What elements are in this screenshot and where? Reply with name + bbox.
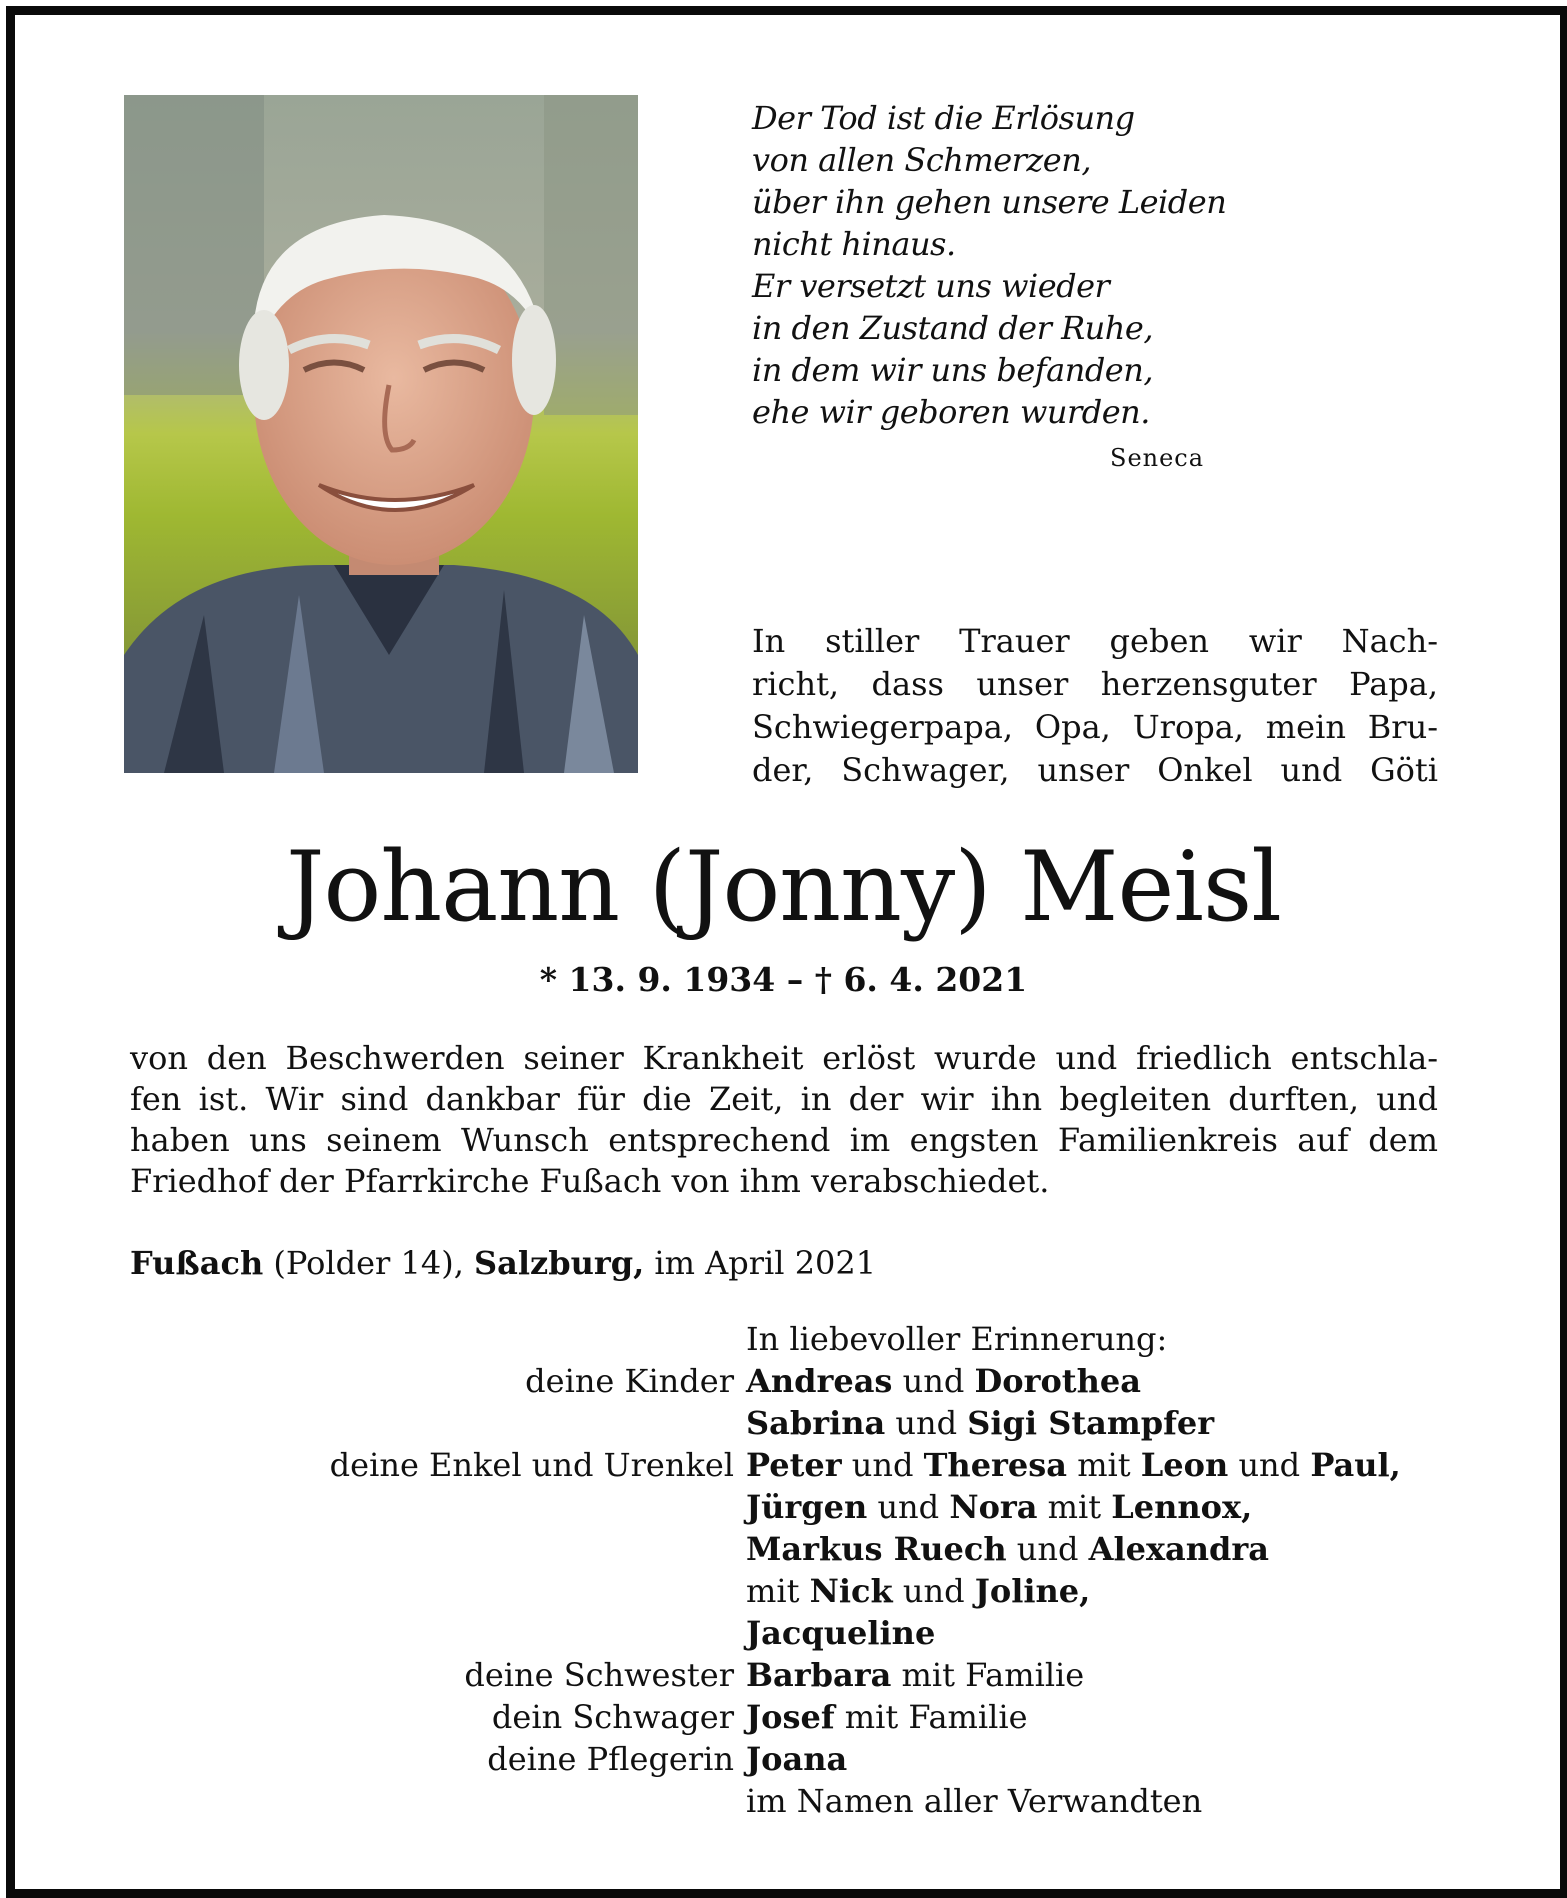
family-names	[746, 1486, 1252, 1528]
family-connector: im Namen aller Verwandten	[746, 1782, 1203, 1820]
family-member-name: Joana	[746, 1740, 848, 1778]
family-member-name: Barbara	[746, 1656, 892, 1694]
family-row	[130, 1402, 1450, 1444]
family-relation-label	[130, 1570, 746, 1612]
quote-line: über ihn gehen unsere Leiden	[752, 183, 1227, 221]
family-member-name: Jacqueline	[746, 1614, 936, 1652]
family-member-name: Nora	[949, 1488, 1038, 1526]
family-member-name: Peter	[746, 1446, 842, 1484]
family-relation-label: dein Schwager	[491, 1698, 734, 1736]
family-connector: und	[1006, 1530, 1089, 1568]
body-line: von den Beschwerden seiner Krankheit erlöst wurde und friedlich entschla-	[130, 1039, 1438, 1077]
family-names	[746, 1444, 1401, 1486]
family-member-name: Josef	[746, 1698, 835, 1736]
intro-line: der, Schwager, unser Onkel und Göti	[752, 751, 1438, 789]
quote-author: Seneca	[1110, 444, 1205, 472]
body-text	[130, 1038, 1438, 1202]
intro-line: In stiller Trauer geben wir Nach-	[752, 622, 1438, 660]
quote-line: in den Zustand der Ruhe,	[752, 309, 1153, 347]
family-member-name: Paul,	[1310, 1446, 1401, 1484]
family-member-name: Jürgen	[746, 1488, 868, 1526]
family-relation-label: deine Enkel und Urenkel	[329, 1446, 734, 1484]
place-town: Fußach	[130, 1244, 264, 1282]
family-relation-label: deine Schwester	[464, 1656, 734, 1694]
body-line: fen ist. Wir sind dankbar für die Zeit, in der wir ihn begleiten durften, und	[130, 1080, 1438, 1118]
place-date	[130, 1244, 876, 1282]
family-relation-label	[130, 1402, 746, 1444]
deceased-name: Johann (Jonny) Meisl	[286, 831, 1281, 943]
intro-text	[752, 620, 1438, 792]
quote-block	[752, 97, 1252, 433]
family-connector: und	[892, 1362, 975, 1400]
family-member-name: Markus Ruech	[746, 1530, 1007, 1568]
family-row	[130, 1738, 1450, 1780]
family-row	[130, 1570, 1450, 1612]
family-names	[746, 1402, 1214, 1444]
family-names	[746, 1780, 1202, 1822]
quote-line: in dem wir uns befanden,	[752, 351, 1154, 389]
body-line: haben uns seinem Wunsch entsprechend im engsten Familienkreis auf dem	[130, 1121, 1438, 1159]
family-row	[130, 1696, 1450, 1738]
family-names	[746, 1528, 1269, 1570]
family-member-name: Nick	[809, 1572, 893, 1610]
life-dates: * 13. 9. 1934 – † 6. 4. 2021	[539, 960, 1028, 999]
family-relation-label: deine Pflegerin	[487, 1740, 734, 1778]
family-names	[746, 1612, 935, 1654]
family-names	[746, 1654, 1084, 1696]
portrait-photo	[124, 95, 638, 773]
family-names	[746, 1738, 847, 1780]
quote-line: Der Tod ist die Erlösung	[752, 99, 1135, 137]
family-row	[130, 1654, 1450, 1696]
family-member-name: Alexandra	[1088, 1530, 1270, 1568]
family-row	[130, 1360, 1450, 1402]
family-row	[130, 1612, 1450, 1654]
family-relation-label: deine Kinder	[525, 1362, 734, 1400]
quote-line: ehe wir geboren wurden.	[752, 393, 1150, 431]
family-relation-label	[130, 1612, 746, 1654]
body-line: Friedhof der Pfarrkirche Fußach von ihm verabschiedet.	[130, 1162, 1050, 1200]
family-connector: und	[1228, 1446, 1311, 1484]
intro-line: richt, dass unser herzensguter Papa,	[752, 665, 1438, 703]
family-member-name: Joline,	[974, 1572, 1091, 1610]
family-relation-label	[130, 1528, 746, 1570]
family-connector: und	[841, 1446, 924, 1484]
quote-line: von allen Schmerzen,	[752, 141, 1091, 179]
place-address: (Polder 14),	[263, 1244, 475, 1282]
family-names	[746, 1360, 1141, 1402]
family-relation-label	[130, 1486, 746, 1528]
family-connector: mit Familie	[834, 1698, 1028, 1736]
family-member-name: Lennox,	[1111, 1488, 1253, 1526]
family-connector: und	[885, 1404, 968, 1442]
family-names	[746, 1570, 1090, 1612]
quote-line: nicht hinaus.	[752, 225, 956, 263]
family-member-name: Dorothea	[974, 1362, 1141, 1400]
family-member-name: Sabrina	[746, 1404, 886, 1442]
place-town: Salzburg,	[474, 1244, 645, 1282]
family-heading: In liebevoller Erinnerung:	[746, 1320, 1168, 1358]
quote-line: Er versetzt uns wieder	[752, 267, 1110, 305]
family-connector: und	[892, 1572, 975, 1610]
family-connector: mit	[1037, 1488, 1112, 1526]
family-member-name: Sigi Stampfer	[967, 1404, 1215, 1442]
family-row	[130, 1486, 1450, 1528]
family-connector: mit	[1067, 1446, 1141, 1484]
family-member-name: Leon	[1140, 1446, 1229, 1484]
place-month: im April 2021	[644, 1244, 877, 1282]
family-row	[130, 1780, 1450, 1822]
family-connector: mit Familie	[891, 1656, 1085, 1694]
family-heading-row	[130, 1318, 1450, 1360]
family-row	[130, 1528, 1450, 1570]
family-relation-label	[130, 1780, 746, 1822]
intro-line: Schwiegerpapa, Opa, Uropa, mein Bru-	[752, 708, 1438, 746]
family-connector: mit	[746, 1572, 810, 1610]
family-list	[130, 1318, 1450, 1822]
family-names	[746, 1696, 1028, 1738]
family-row	[130, 1444, 1450, 1486]
family-connector: und	[867, 1488, 950, 1526]
family-member-name: Andreas	[746, 1362, 893, 1400]
family-member-name: Theresa	[923, 1446, 1068, 1484]
